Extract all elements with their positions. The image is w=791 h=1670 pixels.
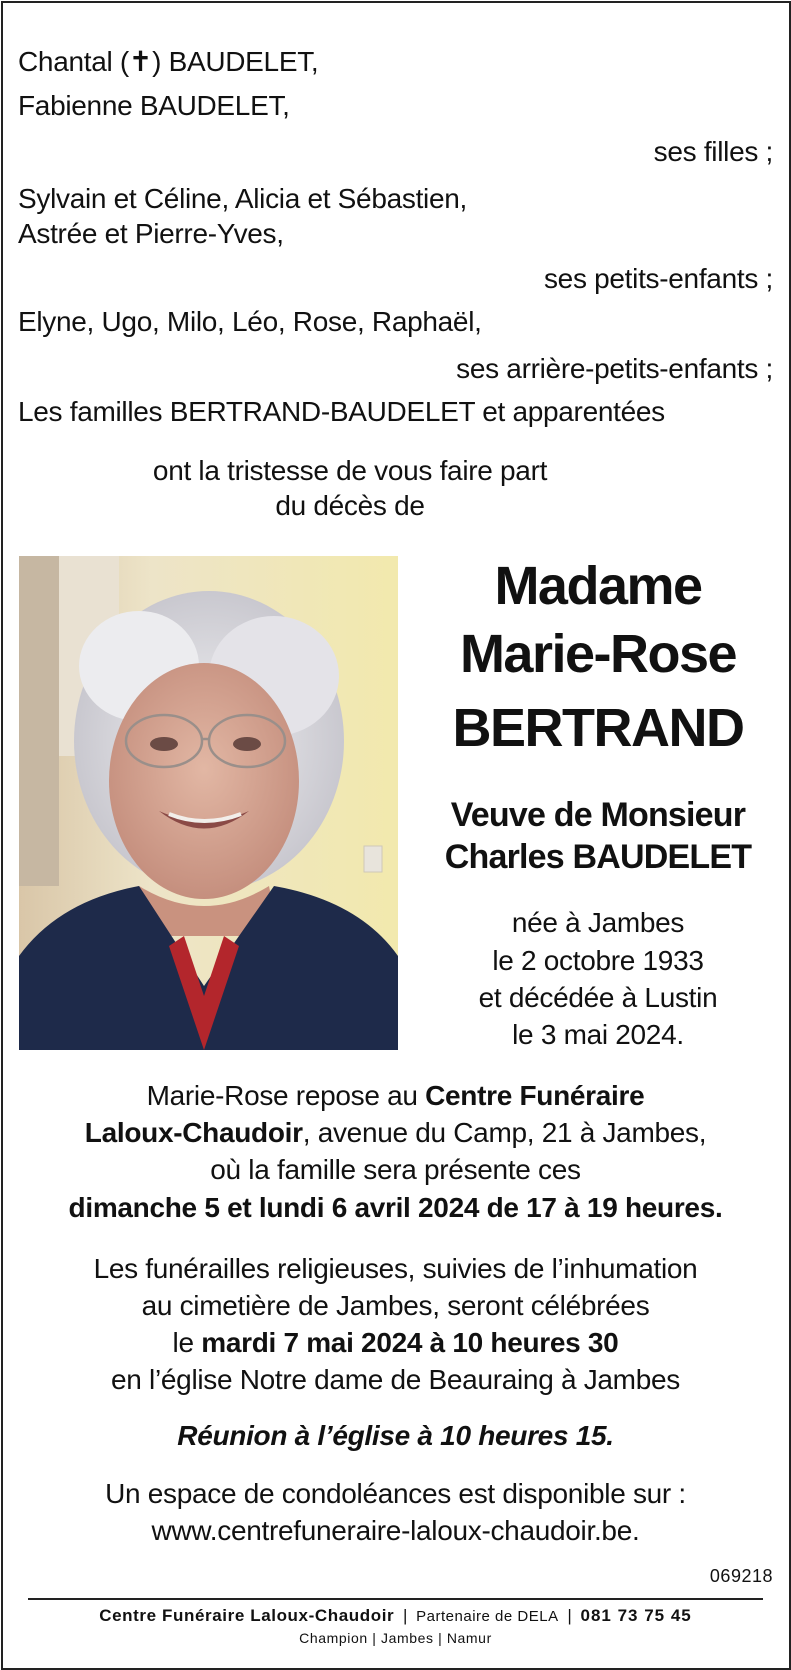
- meeting-note: Réunion à l’église à 10 heures 15.: [177, 1420, 614, 1451]
- funeral-date-prefix: le: [172, 1327, 202, 1358]
- funeral-line-1: Les funérailles religieuses, suivies de l’inhumation: [93, 1253, 698, 1284]
- visitation-text: Marie-Rose repose au: [146, 1080, 426, 1111]
- died-place: et décédée à Lustin: [478, 982, 718, 1013]
- deceased-last-name: BERTRAND: [452, 698, 744, 758]
- daughters-label: ses filles ;: [653, 136, 773, 167]
- portrait-illustration: [19, 556, 398, 1050]
- visitation-line-3: où la famille sera présente ces: [210, 1154, 581, 1185]
- great-grandchildren-line: Elyne, Ugo, Milo, Léo, Rose, Raphaël,: [18, 306, 482, 337]
- footer-locations: Champion | Jambes | Namur: [299, 1630, 492, 1646]
- born-date: le 2 octobre 1933: [492, 945, 704, 976]
- footer-company: Centre Funéraire Laloux-Chaudoir: [99, 1606, 395, 1625]
- footer-divider: [28, 1598, 763, 1600]
- footer-separator-1: |: [403, 1606, 408, 1625]
- died-date: le 3 mai 2024.: [512, 1019, 684, 1050]
- footer-partner: Partenaire de DELA: [416, 1608, 559, 1625]
- deceased-first-name: Marie-Rose: [459, 624, 737, 684]
- widow-line-2: Charles BAUDELET: [444, 838, 752, 876]
- footer-phone: 081 73 75 45: [580, 1606, 692, 1625]
- visitation-line-2: [0, 1117, 791, 1149]
- visitation-dates: dimanche 5 et lundi 6 avril 2024 de 17 à 19 heures.: [68, 1192, 723, 1223]
- footer-separator-2: |: [567, 1606, 572, 1625]
- grandchildren-line-2: Astrée et Pierre-Yves,: [18, 218, 284, 249]
- condolences-url[interactable]: www.centrefuneraire-laloux-chaudoir.be.: [151, 1515, 640, 1546]
- funeral-line-2: au cimetière de Jambes, seront célébrées: [141, 1290, 650, 1321]
- great-grandchildren-label: ses arrière-petits-enfants ;: [456, 353, 773, 384]
- funeral-line-3: [0, 1327, 791, 1359]
- families-line: Les familles BERTRAND-BAUDELET et apparentées: [18, 396, 665, 427]
- funeral-home-name-2: Laloux-Chaudoir: [84, 1117, 303, 1148]
- grandchildren-line-1: Sylvain et Céline, Alicia et Sébastien,: [18, 183, 468, 214]
- grandchildren-label: ses petits-enfants ;: [543, 263, 773, 294]
- visitation-line-1: [0, 1080, 791, 1112]
- reference-number: 069218: [709, 1566, 773, 1586]
- funeral-home-address: , avenue du Camp, 21 à Jambes,: [302, 1117, 707, 1148]
- announce-line-1: ont la tristesse de vous faire part: [152, 455, 548, 486]
- family-line-fabienne: Fabienne BAUDELET,: [18, 90, 290, 121]
- funeral-date: mardi 7 mai 2024 à 10 heures 30: [201, 1327, 619, 1358]
- funeral-line-4: en l’église Notre dame de Beauraing à Jambes: [111, 1364, 680, 1395]
- family-line-chantal: Chantal (✝) BAUDELET,: [18, 46, 319, 77]
- widow-line-1: Veuve de Monsieur: [450, 796, 746, 834]
- announce-line-2: du décès de: [275, 490, 425, 521]
- portrait-photo: [19, 556, 398, 1050]
- condolences-line-1: Un espace de condoléances est disponible sur :: [105, 1478, 686, 1509]
- born-place: née à Jambes: [511, 907, 685, 938]
- footer-line-1: [0, 1606, 791, 1626]
- funeral-home-name: Centre Funéraire: [425, 1080, 645, 1111]
- deceased-title: Madame: [494, 556, 702, 616]
